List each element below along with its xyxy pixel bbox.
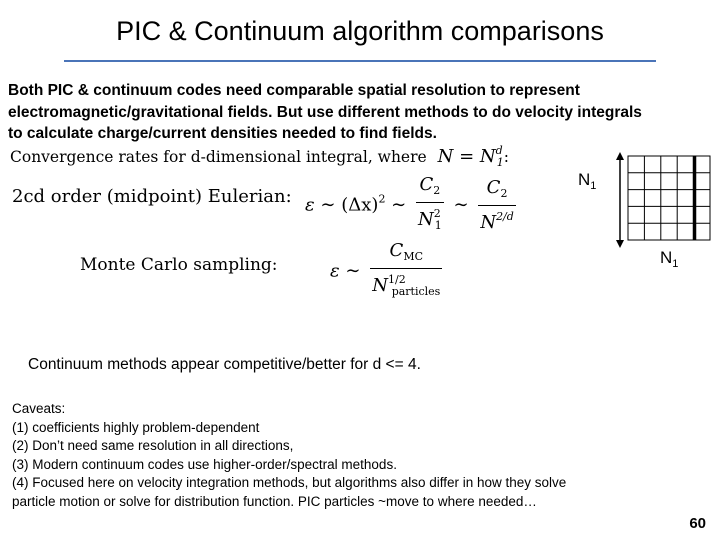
convergence-text: Convergence rates for d-dimensional integral, where [10, 148, 427, 166]
title-underline [64, 60, 656, 62]
n1-vertical-label: $N_1$ [578, 170, 597, 192]
caveat-line: (1) coefficients highly problem-dependent [12, 419, 260, 435]
grid-lines [628, 156, 710, 240]
eulerian-formula: ε ∼ $(\Delta x)^2$ ∼ $\frac{C_2}{N^2_1}$ ∼ $\frac{C_2}{N^{2/d}}$ [305, 174, 520, 237]
arrow-head-down [616, 240, 624, 248]
arrow-head-up [616, 152, 624, 160]
eulerian-label: 2cd order (midpoint) Eulerian: [12, 186, 292, 207]
monte-carlo-label: Monte Carlo sampling: [80, 255, 278, 275]
caveat-line: (2) Don’t need same resolution in all directions, [12, 438, 294, 453]
caveat-line: particle motion or solve for distribution function. PIC particles ~move to where needed… [12, 493, 537, 509]
caveats-block [12, 400, 712, 511]
slide-title: PIC & Continuum algorithm comparisons [116, 16, 604, 46]
fraction-c2-n2d: $\frac{C_2}{N^{2/d}}$ [480, 177, 514, 233]
intro-line: electromagnetic/gravitational fields. But use different methods to do velocity integrals [8, 103, 642, 121]
convergence-formula: $N = N^d_1$ [437, 144, 504, 169]
math-panel [0, 140, 560, 300]
caveat-line: (4) Focused here on velocity integration methods, but algorithms also differ in how they solve [12, 475, 567, 490]
monte-carlo-formula: ε ∼ $\frac{C_{MC}}{N^{1/2}_{particles}}$ [330, 240, 446, 303]
page-number: 60 [689, 515, 706, 532]
conclusion-text: Continuum methods appear competitive/better for d <= 4. [28, 356, 421, 373]
convergence-line: Convergence rates for d-dimensional integral, where $N = N^d_1$: [10, 144, 509, 169]
intro-line: Both PIC & continuum codes need comparable spatial resolution to represent [8, 82, 580, 99]
intro-paragraph [8, 80, 708, 145]
n1-horizontal-label: $N_1$ [660, 248, 679, 270]
intro-line: to calculate charge/current densities needed to find fields. [8, 125, 437, 142]
resolution-grid-diagram [560, 150, 720, 280]
fraction-cmc-nparticles: $\frac{C_{MC}}{N^{1/2}_{particles}}$ [372, 240, 441, 298]
fraction-c2-n1sq: $\frac{C_2}{N^2_1}$ [418, 174, 442, 232]
caveat-line: (3) Modern continuum codes use higher-order/spectral methods. [12, 456, 397, 472]
caveat-line: Caveats: [12, 401, 66, 416]
